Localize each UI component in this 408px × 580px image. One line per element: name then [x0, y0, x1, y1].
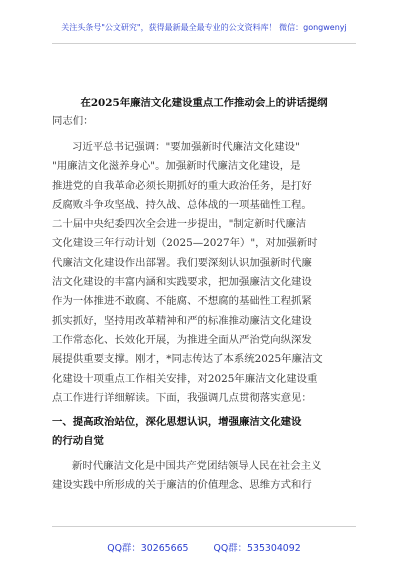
text-line: 反腐败斗争攻坚战、持久战、总体战的一项基础性工程。	[52, 198, 312, 211]
header-divider	[52, 43, 356, 44]
text-line: 习近平总书记强调："要加强新时代廉洁文化建设"	[72, 141, 300, 153]
text-line: 展提供重要支撑。刚才，*同志传达了本系统2025年廉洁文	[52, 353, 323, 366]
salutation: 同志们：	[52, 115, 94, 127]
text-line: 作为一体推进不敢腐、不能腐、不想腐的基础性工程抓紧	[52, 295, 312, 308]
text-line: 代廉洁文化建设作出部署。我们要深刻认识加强新时代廉	[52, 256, 312, 269]
text-line: 化建设十项重点工作相关安排，对2025年廉洁文化建设重	[52, 372, 318, 385]
text-line: 新时代廉洁文化是中国共产党团结领导人民在社会主义	[72, 459, 322, 472]
section-heading-continued: 的行动自觉	[52, 435, 104, 448]
text-line: 洁文化建设的丰富内涵和实践要求，把加强廉洁文化建设	[52, 276, 312, 289]
document-body	[52, 138, 356, 495]
section-heading: 一、提高政治站位，深化思想认识，增强廉洁文化建设	[52, 416, 302, 429]
text-line: 二十届中央纪委四次全会进一步提出，"制定新时代廉洁	[52, 218, 307, 231]
footer-contacts: QQ群：30265665 QQ群：535304092	[107, 543, 301, 554]
text-line: "用廉洁文化滋养身心"。加强新时代廉洁文化建设，是	[52, 160, 301, 173]
header-promo-text: 关注头条号"公文研究"，获得最新最全最专业的公文资料库！ 微信：gongwenyj	[61, 23, 347, 32]
text-line: 工作常态化、长效化开展，为推进全面从严治党向纵深发	[52, 333, 312, 346]
footer-divider	[52, 526, 356, 527]
text-line: 抓实抓好，坚持用改革精神和严的标准推动廉洁文化建设	[52, 314, 312, 327]
text-line: 建设实践中所形成的关于廉洁的价值理念、思维方式和行	[52, 479, 312, 492]
text-line: 点工作进行详细解读。下面，我强调几点贯彻落实意见：	[52, 391, 312, 404]
text-line: 文化建设三年行动计划（2025—2027年）"，对加强新时	[52, 237, 318, 250]
text-line: 推进党的自我革命必须长期抓好的重大政治任务，是打好	[52, 179, 312, 192]
document-title: 在2025年廉洁文化建设重点工作推动会上的讲话提纲	[80, 97, 328, 109]
